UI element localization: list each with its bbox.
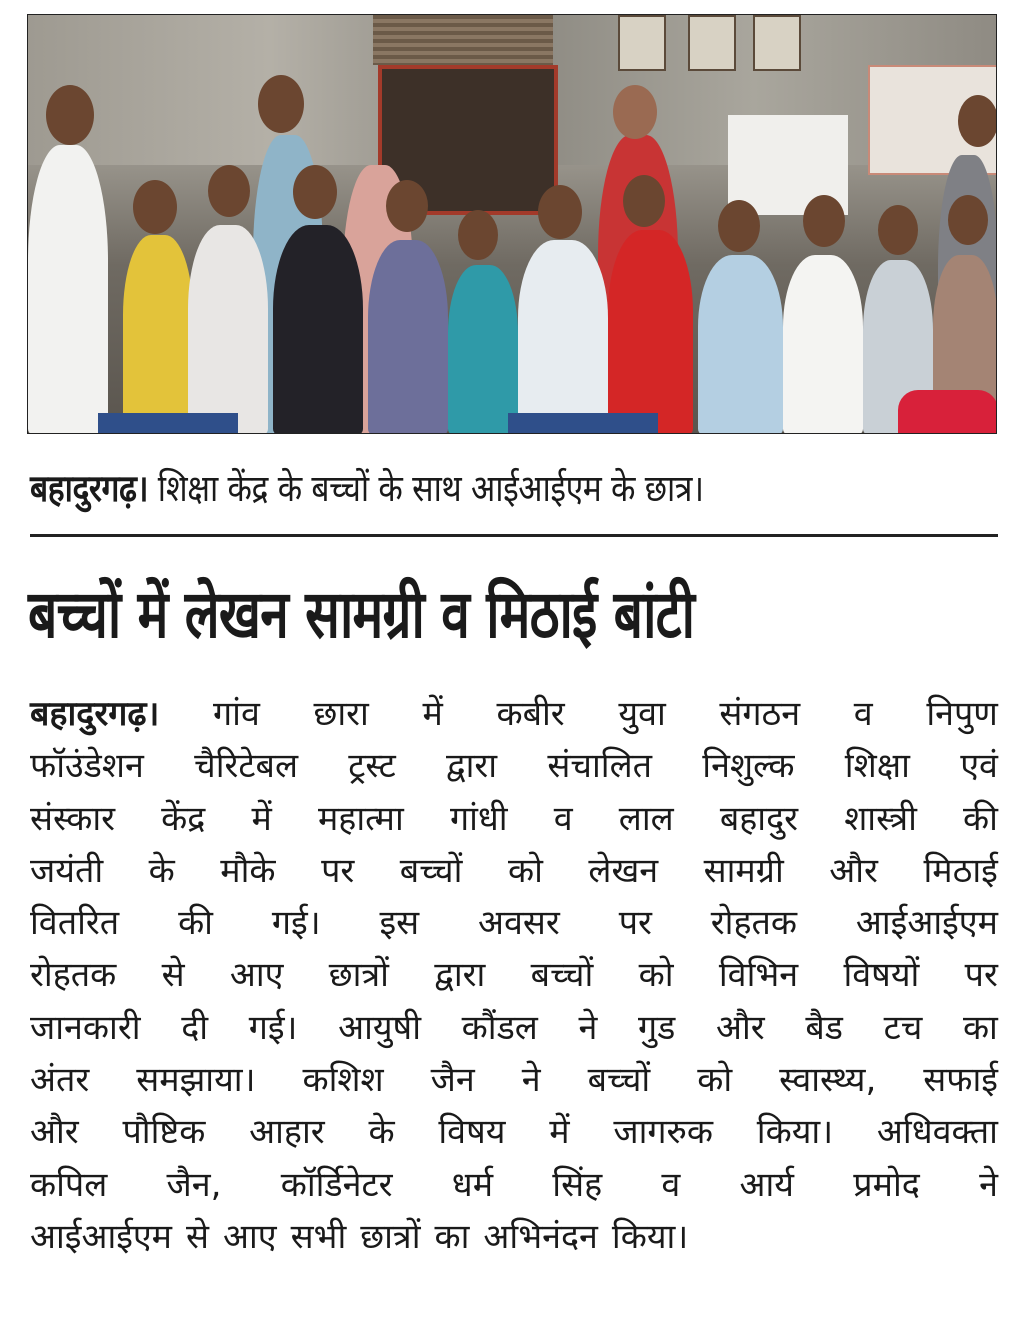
article-line <box>30 897 998 949</box>
article-word: को <box>697 1060 733 1101</box>
article-word: लेखन <box>588 850 659 891</box>
article-word: सभी <box>290 1216 347 1257</box>
article-word: सिंह <box>552 1164 603 1205</box>
article-word: में <box>549 1112 570 1153</box>
article-word: वितरित <box>30 903 120 944</box>
article-word: ने <box>979 1164 998 1205</box>
photo-window <box>373 15 553 65</box>
article-word: जागरुक <box>613 1112 713 1153</box>
article-word: आयुषी <box>338 1007 422 1048</box>
article-word: जैन <box>430 1060 475 1101</box>
photo-child <box>448 265 518 434</box>
article-word: टच <box>883 1007 923 1048</box>
article-word: चैरिटेबल <box>194 746 299 787</box>
photo-chair <box>98 413 238 434</box>
article-line <box>30 1054 998 1106</box>
photo-child-head <box>458 210 498 260</box>
article-word: जयंती <box>30 850 104 891</box>
photo-portrait-frame <box>753 15 801 71</box>
article-word: शिक्षा <box>844 746 910 787</box>
photo-child <box>783 255 863 434</box>
photo-child <box>123 235 193 434</box>
photo-child-head <box>803 195 845 247</box>
photo-child <box>608 230 693 434</box>
photo-child-head <box>386 180 428 232</box>
article-word: संगठन <box>719 694 801 734</box>
article-word: और <box>829 850 878 891</box>
article-word: गुड <box>637 1007 676 1048</box>
article-word: बच्चों <box>530 955 594 996</box>
photo-child <box>368 240 448 434</box>
photo-person <box>28 145 108 434</box>
article-word: अभिनंदन <box>483 1216 598 1257</box>
article-word: बैड <box>805 1007 843 1048</box>
article-line <box>30 740 998 792</box>
article-line <box>30 688 998 740</box>
article-word: निशुल्क <box>702 746 795 787</box>
article-word: कशिश <box>302 1060 384 1101</box>
photo-child-head <box>208 165 250 217</box>
article-line <box>30 949 998 1001</box>
article-word: एवं <box>960 746 998 787</box>
article-word: कौंडल <box>461 1007 538 1048</box>
photo-portrait-frame <box>618 15 666 71</box>
article-word: गई। <box>271 903 321 944</box>
article-word: पर <box>964 955 998 996</box>
article-word: व <box>661 1164 681 1205</box>
article-word: व <box>553 798 573 839</box>
photo-red-bag <box>898 390 997 434</box>
article-word: विषय <box>438 1112 506 1153</box>
article-word: अवसर <box>478 903 560 944</box>
article-word: युवा <box>618 694 666 734</box>
article-word: बच्चों <box>399 850 463 891</box>
article-dateline: बहादुरगढ़। <box>30 694 160 734</box>
photo-child-head <box>623 175 665 227</box>
article-word: का <box>962 1007 998 1048</box>
article-word: अधिवक्ता <box>876 1112 998 1153</box>
article-word: इस <box>379 903 420 944</box>
article-line <box>30 1002 998 1054</box>
article-word: की <box>963 798 998 839</box>
photo-chair <box>508 413 658 434</box>
photo-child <box>518 240 608 434</box>
article-word: का <box>434 1216 470 1257</box>
article-word: बच्चों <box>587 1060 651 1101</box>
article-word: सफाई <box>923 1060 998 1101</box>
article-word: पर <box>321 850 355 891</box>
article-word: पौष्टिक <box>122 1112 206 1153</box>
article-line <box>30 845 998 897</box>
article-word: कॉर्डिनेटर <box>280 1164 393 1205</box>
article-word: और <box>715 1007 765 1048</box>
photo-child-head <box>133 180 177 234</box>
article-line <box>30 793 998 845</box>
article-word: ने <box>578 1007 598 1048</box>
caption-divider <box>30 534 998 537</box>
article-word: किया। <box>611 1216 689 1257</box>
article-word: स्वास्थ्य, <box>779 1060 877 1101</box>
article-word: आए <box>223 1216 277 1257</box>
article-word: आईआईएम <box>855 903 998 944</box>
caption-text: शिक्षा केंद्र के बच्चों के साथ आईआईएम के छात्र। <box>157 467 704 510</box>
article-word: बहादुर <box>719 798 799 839</box>
article-word: गांधी <box>449 798 508 839</box>
caption-dateline: बहादुरगढ़। <box>30 467 149 510</box>
news-photo <box>27 14 997 434</box>
article-word: आहार <box>249 1112 325 1153</box>
photo-child <box>188 225 268 434</box>
article-word: संचालित <box>547 746 653 787</box>
article-word: निपुण <box>926 694 998 734</box>
article-word: के <box>148 850 175 891</box>
article-word: लाल <box>618 798 674 839</box>
article-body <box>30 688 998 1263</box>
article-word: जैन, <box>166 1164 222 1205</box>
article-word: और <box>30 1112 79 1153</box>
photo-portrait-frame <box>688 15 736 71</box>
article-word: गई। <box>248 1007 298 1048</box>
article-headline: बच्चों में लेखन सामग्री व मिठाई बांटी <box>28 576 695 653</box>
article-word: जानकारी <box>30 1007 141 1048</box>
photo-child-head <box>718 200 760 252</box>
article-word: द्वारा <box>434 955 486 996</box>
article-word: में <box>251 798 272 839</box>
article-word: छारा <box>313 694 369 734</box>
photo-person-head <box>46 85 94 145</box>
article-word: से <box>186 1216 210 1257</box>
article-word: ट्रस्ट <box>348 746 396 787</box>
article-word: आए <box>229 955 284 996</box>
photo-person-head <box>613 85 657 139</box>
article-word: से <box>161 955 185 996</box>
article-word: मिठाई <box>923 850 998 891</box>
article-word: आर्य <box>739 1164 795 1205</box>
article-word: को <box>638 955 674 996</box>
article-word: फॉउंडेशन <box>30 746 144 787</box>
photo-person-head <box>958 95 997 147</box>
article-word: विभिन <box>718 955 799 996</box>
article-word: शास्त्री <box>844 798 917 839</box>
article-word: दी <box>181 1007 209 1048</box>
article-word: पर <box>618 903 652 944</box>
article-word: सामग्री <box>703 850 784 891</box>
article-word: प्रमोद <box>853 1164 920 1205</box>
article-word: छात्रों <box>328 955 389 996</box>
article-word: महात्मा <box>317 798 404 839</box>
article-word: समझाया। <box>136 1060 256 1101</box>
article-word: संस्कार <box>30 798 116 839</box>
article-word: छात्रों <box>360 1216 421 1257</box>
article-line <box>30 1106 998 1158</box>
article-line <box>30 1211 998 1263</box>
article-word: कबीर <box>496 694 565 734</box>
article-word: अंतर <box>30 1060 90 1101</box>
photo-child-head <box>878 205 918 255</box>
article-word: किया। <box>756 1112 834 1153</box>
article-word: को <box>507 850 543 891</box>
article-line <box>30 1159 998 1211</box>
article-word: कपिल <box>30 1164 108 1205</box>
photo-child <box>698 255 783 434</box>
article-word: ने <box>521 1060 541 1101</box>
article-word: रोहतक <box>30 955 117 996</box>
photo-child <box>273 225 363 434</box>
photo-caption <box>30 461 864 517</box>
article-word: द्वारा <box>446 746 498 787</box>
article-word: की <box>178 903 213 944</box>
photo-person-head <box>258 75 304 133</box>
article-word: धर्म <box>451 1164 494 1205</box>
article-word: मौके <box>220 850 276 891</box>
article-word: विषयों <box>843 955 920 996</box>
photo-child-head <box>538 185 582 239</box>
photo-child-head <box>948 195 988 245</box>
article-word: केंद्र <box>161 798 206 839</box>
article-word: के <box>368 1112 395 1153</box>
article-word: में <box>422 694 443 734</box>
article-word: गांव <box>213 694 260 734</box>
article-word: रोहतक <box>710 903 798 944</box>
article-word: आईआईएम <box>30 1216 173 1257</box>
photo-child-head <box>293 165 337 219</box>
article-word: व <box>853 694 873 734</box>
